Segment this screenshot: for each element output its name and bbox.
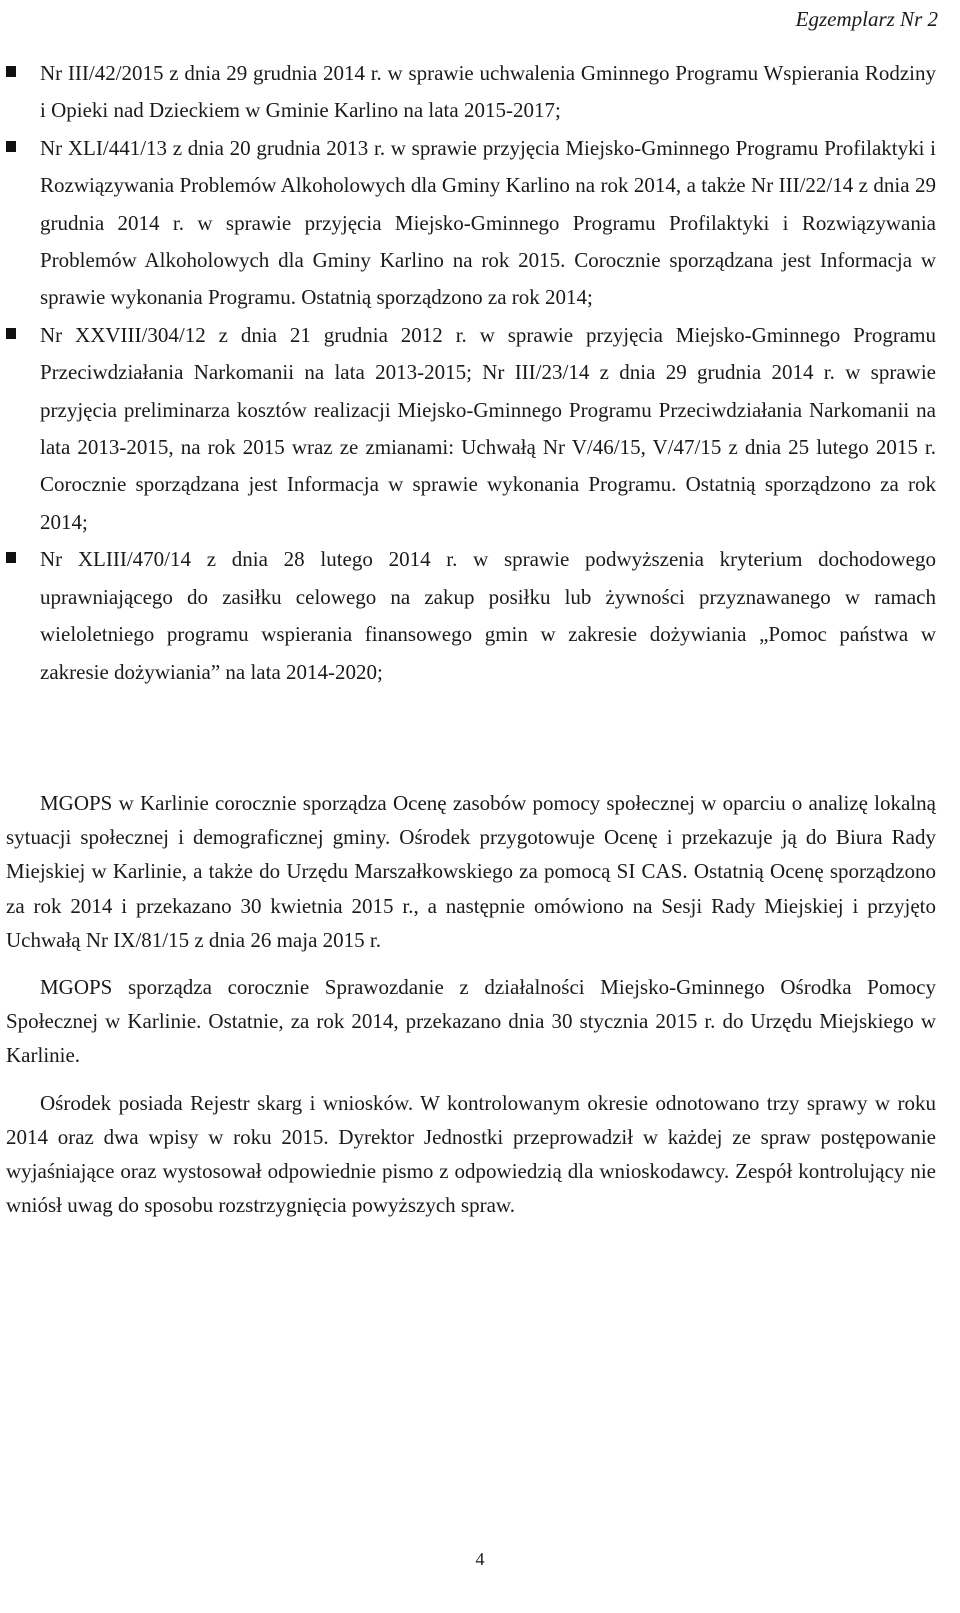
list-item <box>0 55 960 130</box>
body-text <box>0 786 960 1222</box>
list-item-text: Nr XLIII/470/14 z dnia 28 lutego 2014 r. w sprawie podwyższenia kryterium dochodowego uprawniającego do zasiłku celowego na zakup posiłku lub żywności przyznawanego w ramach wieloletniego programu wspierania finansowego gmin w zakresie dożywiania „Pomoc państwa w zakresie dożywiania” na lata 2014-2020; <box>40 547 936 684</box>
copy-number-note: Egzemplarz Nr 2 <box>795 7 938 31</box>
paragraph-complaints-register: Ośrodek posiada Rejestr skarg i wniosków. W kontrolowanym okresie odnotowano trzy sprawy w roku 2014 oraz dwa wpisy w roku 2015. Dyrektor Jednostki przeprowadził w każdej ze spraw postępowanie wyjaśniające oraz wystosował odpowiednie pismo z odpowiedzią dla wnioskodawcy. Zespół kontrolujący nie wniósł uwag do sposobu rozstrzygnięcia powyższych spraw. <box>6 1090 936 1218</box>
square-bullet-icon <box>6 66 16 77</box>
list-item-text: Nr XLI/441/13 z dnia 20 grudnia 2013 r. w sprawie przyjęcia Miejsko-Gminnego Programu Profilaktyki i Rozwiązywania Problemów Alkoholowych dla Gminy Karlino na rok 2014, a także Nr III/22/14 z dnia 29 grudnia 2014 r. w sprawie przyjęcia Miejsko-Gminnego Programu Profilaktyki i Rozwiązywania Problemów Alkoholowych dla Gminy Karlino na rok 2015. Corocznie sporządzana jest Informacja w sprawie wykonania Programu. Ostatnią sporządzono za rok 2014; <box>40 135 936 310</box>
paragraph-assessment: MGOPS w Karlinie corocznie sporządza Ocenę zasobów pomocy społecznej w oparciu o analizę lokalną sytuacji społecznej i demograficznej gminy. Ośrodek przygotowuje Ocenę i przekazuje ją do Biura Rady Miejskiej w Karlinie, a także do Urzędu Marszałkowskiego za pomocą SI CAS. Ostatnią Ocenę sporządzono za rok 2014 i przekazano 30 kwietnia 2015 r., a następnie omówiono na Sesji Rady Miejskiej i przyjęto Uchwałą Nr IX/81/15 z dnia 26 maja 2015 r. <box>6 791 936 952</box>
square-bullet-icon <box>6 141 16 152</box>
list-item <box>0 130 960 317</box>
square-bullet-icon <box>6 552 16 563</box>
page-number: 4 <box>475 1549 485 1569</box>
list-item-text: Nr III/42/2015 z dnia 29 grudnia 2014 r. w sprawie uchwalenia Gminnego Programu Wspierania Rodziny i Opieki nad Dzieckiem w Gminie Karlino na lata 2015-2017; <box>40 61 936 123</box>
list-item <box>0 541 960 691</box>
list-item-text: Nr XXVIII/304/12 z dnia 21 grudnia 2012 r. w sprawie przyjęcia Miejsko-Gminnego Programu Przeciwdziałania Narkomanii na lata 2013-2015; Nr III/23/14 z dnia 29 grudnia 2014 r. w sprawie przyjęcia preliminarza kosztów realizacji Miejsko-Gminnego Programu Przeciwdziałania Narkomanii na lata 2013-2015, na rok 2015 wraz ze zmianami: Uchwałą Nr V/46/15, V/47/15 z dnia 25 lutego 2015 r. Corocznie sporządzana jest Informacja w sprawie wykonania Programu. Ostatnią sporządzono za rok 2014; <box>40 322 936 534</box>
square-bullet-icon <box>6 328 16 339</box>
paragraph-report: MGOPS sporządza corocznie Sprawozdanie z działalności Miejsko-Gminnego Ośrodka Pomocy Społecznej w Karlinie. Ostatnie, za rok 2014, przekazano dnia 30 stycznia 2015 r. do Urzędu Miejskiego w Karlinie. <box>6 975 936 1068</box>
resolutions-list <box>0 55 960 691</box>
list-item <box>0 317 960 541</box>
